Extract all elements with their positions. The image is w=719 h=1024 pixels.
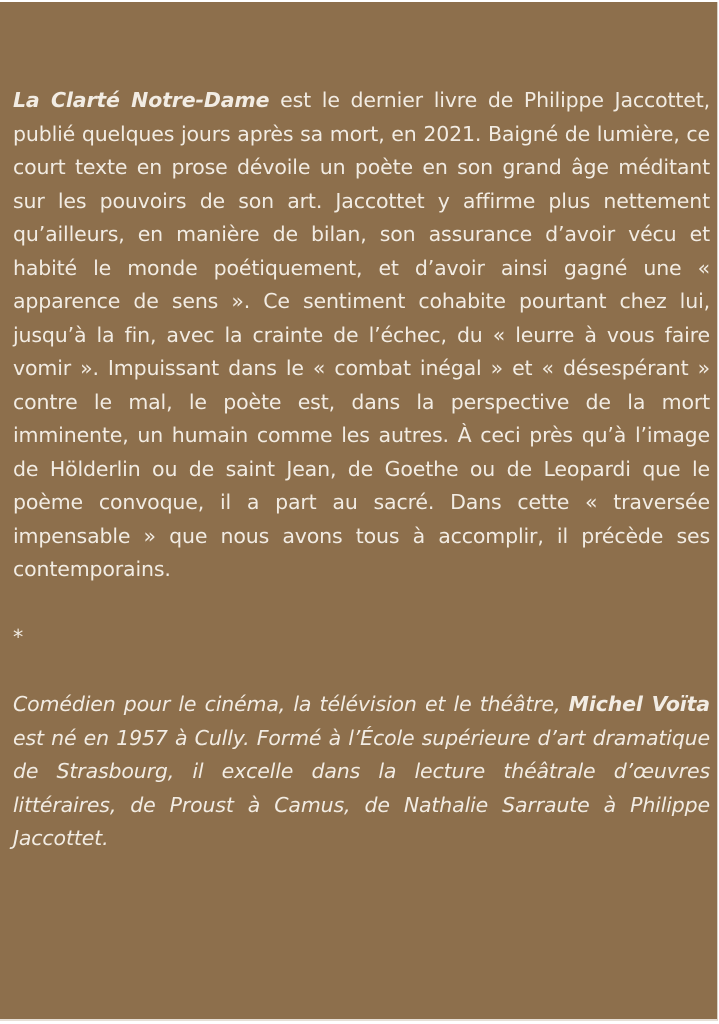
intro-paragraph: [13, 84, 710, 587]
bio-text: est né en 1957 à Cully. Formé à l’École supérieure d’art dramatique de Strasbourg, il excelle dans la lecture théâtrale d’œuvres littéraires, de Proust à Camus, de Nathalie Sarraute à Philippe Jaccottet.: [13, 725, 710, 850]
section-separator: *: [13, 624, 24, 649]
author-name: Michel Voïta: [568, 692, 710, 716]
text-block: [13, 84, 710, 856]
intro-text: est le dernier livre de Philippe Jaccottet, publié quelques jours après sa mort, en 2021. Baigné de lumière, ce court texte en prose dévoile un poète en son grand âge méditant sur les pouvoirs de son art. Jaccottet y affirme plus nettement qu’ailleurs, en manière de bilan, son assurance d’avoir vécu et habité le monde poétiquement, et d’avoir ainsi gagné une « apparence de sens ». Ce sentiment cohabite pourtant chez lui, jusqu’à la fin, avec la crainte de l’échec, du « leurre à vous faire vomir ». Impuissant dans le « combat inégal » et « désespérant » contre le mal, le poète est, dans la perspective de la mort imminente, un humain comme les autres. À ceci près qu’à l’image de Hölderlin ou de saint Jean, de Goethe ou de Leopardi que le poème convoque, il a part au sacré. Dans cette « traversée impensable » que nous avons tous à accomplir, il précède ses contemporains.: [13, 88, 710, 581]
book-title: La Clarté Notre-Dame: [13, 88, 270, 112]
page-background: [0, 2, 718, 1021]
bio-lead: Comédien pour le cinéma, la télévision et le théâtre,: [13, 692, 569, 716]
bio-paragraph: [13, 688, 710, 856]
